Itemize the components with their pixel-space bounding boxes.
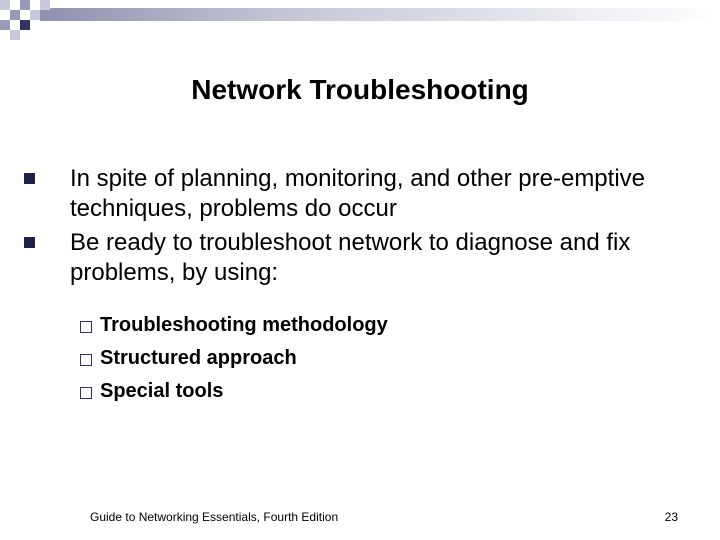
slide-title: Network Troubleshooting [191, 74, 529, 105]
square-bullet-icon [24, 173, 35, 184]
bullet-text: Be ready to troubleshoot network to diagnose and fix problems, by using: [70, 229, 631, 286]
sub-bullet-text: Troubleshooting methodology [100, 314, 388, 336]
bullet-text: In spite of planning, monitoring, and other pre-emptive techniques, problems do occur [70, 165, 646, 222]
sub-bullet-item [80, 342, 388, 375]
bullet-item [70, 164, 670, 224]
hollow-square-bullet-icon [80, 321, 92, 333]
hollow-square-bullet-icon [80, 387, 92, 399]
footer-text: Guide to Networking Essentials, Fourth Edition [90, 510, 339, 524]
sub-bullet-item [80, 375, 388, 408]
sub-bullet-text: Structured approach [100, 347, 297, 369]
square-bullet-icon [24, 237, 35, 248]
page-number: 23 [664, 510, 678, 524]
sub-bullet-text: Special tools [100, 380, 224, 402]
sub-bullet-list [80, 309, 388, 408]
checker-gradient-band [0, 0, 720, 48]
bullet-list [70, 164, 670, 292]
header-decoration [0, 0, 720, 48]
bullet-item [70, 228, 670, 288]
sub-bullet-item [80, 309, 388, 342]
hollow-square-bullet-icon [80, 354, 92, 366]
